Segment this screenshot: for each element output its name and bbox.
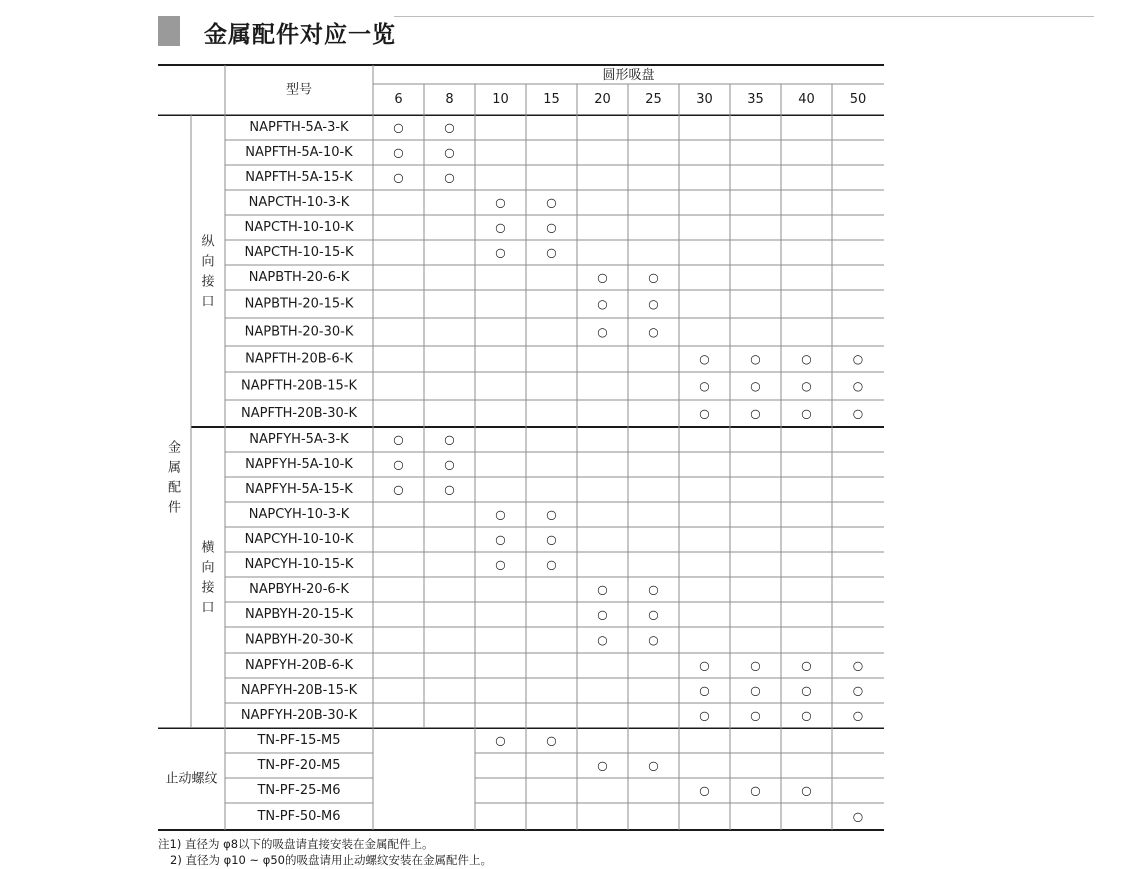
model-cell: TN-PF-20-M5 <box>257 758 341 773</box>
group-label-metal-fitting: 金 <box>167 440 182 456</box>
compatible-mark: ○ <box>495 733 506 748</box>
footnotes <box>158 836 492 868</box>
size-header-50: 50 <box>849 92 867 107</box>
model-cell: NAPCYH-10-10-K <box>244 532 354 547</box>
compatible-mark: ○ <box>852 708 864 723</box>
compatible-mark: ○ <box>852 683 864 698</box>
compatible-mark: ○ <box>750 783 761 798</box>
group-label-metal-fitting: 配 <box>167 480 182 496</box>
model-cell: NAPBYH-20-30-K <box>244 632 354 648</box>
model-cell: NAPBYH-20-6-K <box>249 582 349 597</box>
compatible-mark: ○ <box>495 557 506 572</box>
compatible-mark: ○ <box>750 683 761 698</box>
compatible-mark: ○ <box>393 457 404 472</box>
model-cell: NAPCYH-10-15-K <box>244 557 354 572</box>
subgroup-label-horizontal: 横 <box>201 540 215 556</box>
size-header-40: 40 <box>798 92 815 107</box>
compatible-mark: ○ <box>750 708 761 723</box>
compatible-mark: ○ <box>393 145 404 160</box>
compatible-mark: ○ <box>444 170 455 185</box>
compatible-mark: ○ <box>393 170 404 185</box>
compatible-mark: ○ <box>801 406 812 421</box>
subgroup-label-horizontal: 口 <box>201 600 215 616</box>
size-header-35: 35 <box>747 92 764 107</box>
subgroup-label-horizontal: 向 <box>201 560 215 576</box>
compatible-mark: ○ <box>393 482 404 497</box>
compatible-mark: ○ <box>444 457 455 472</box>
model-cell: NAPFYH-20B-30-K <box>240 708 358 723</box>
group-label-metal-fitting: 件 <box>167 500 182 516</box>
model-cell: NAPCTH-10-10-K <box>244 220 354 235</box>
model-cell: NAPFTH-5A-15-K <box>245 170 353 185</box>
model-cell: NAPFTH-20B-15-K <box>240 378 358 394</box>
compatible-mark: ○ <box>648 297 659 311</box>
compatible-mark: ○ <box>444 120 455 135</box>
compatible-mark: ○ <box>546 532 557 547</box>
model-cell: NAPFYH-20B-15-K <box>240 683 358 698</box>
compatible-mark: ○ <box>393 432 404 447</box>
compatible-mark: ○ <box>597 297 608 311</box>
compatible-mark: ○ <box>648 758 659 773</box>
compatible-mark: ○ <box>393 120 404 135</box>
subgroup-label-vertical: 纵 <box>201 234 215 250</box>
compatible-mark: ○ <box>801 708 812 723</box>
compatible-mark: ○ <box>750 352 761 366</box>
compatible-mark: ○ <box>495 220 506 235</box>
compatible-mark: ○ <box>801 352 812 366</box>
model-header: 型号 <box>285 82 313 98</box>
size-header-25: 25 <box>645 92 662 107</box>
model-cell: TN-PF-50-M6 <box>257 809 341 824</box>
compatible-mark: ○ <box>648 607 659 622</box>
compatible-mark: ○ <box>597 582 608 597</box>
compatible-mark: ○ <box>750 658 761 673</box>
compatible-mark: ○ <box>801 683 812 698</box>
size-header-20: 20 <box>594 92 611 107</box>
model-cell: NAPFYH-20B-6-K <box>245 658 353 673</box>
compatible-mark: ○ <box>852 352 864 366</box>
group-label-metal-fitting: 属 <box>167 460 182 476</box>
compatible-mark: ○ <box>495 195 506 210</box>
model-cell: TN-PF-25-M6 <box>257 783 341 798</box>
cup-group-header: 圆形吸盘 <box>602 68 655 83</box>
compatible-mark: ○ <box>597 270 608 285</box>
compatible-mark: ○ <box>852 379 864 393</box>
footnote-1: 注1) 直径为 φ8以下的吸盘请直接安装在金属配件上。 <box>158 837 434 851</box>
compatible-mark: ○ <box>852 809 864 824</box>
size-header-15: 15 <box>543 92 560 107</box>
header-rule <box>394 16 1094 17</box>
model-cell: NAPFYH-5A-10-K <box>245 457 353 472</box>
model-cell: TN-PF-15-M5 <box>257 733 341 748</box>
size-header-30: 30 <box>696 92 713 107</box>
compatible-mark: ○ <box>597 607 608 622</box>
model-cell: NAPCYH-10-3-K <box>248 507 350 522</box>
subgroup-label-vertical: 口 <box>201 294 215 310</box>
compatible-mark: ○ <box>648 325 659 339</box>
compatible-mark: ○ <box>750 406 761 421</box>
model-cell: NAPFYH-5A-15-K <box>245 482 353 497</box>
page-title: 金属配件对应一览 <box>204 22 396 48</box>
compatible-mark: ○ <box>699 783 710 798</box>
model-cell: NAPFTH-5A-10-K <box>245 145 353 160</box>
compatible-mark: ○ <box>699 708 710 723</box>
group-label-stop-thread: 止动螺纹 <box>165 771 218 787</box>
model-cell: NAPBTH-20-6-K <box>248 270 350 285</box>
compatible-mark: ○ <box>444 482 455 497</box>
subgroup-label-vertical: 向 <box>201 254 215 270</box>
compatible-mark: ○ <box>648 270 659 285</box>
compatible-mark: ○ <box>699 352 710 366</box>
compatibility-table <box>158 64 884 832</box>
page-header <box>158 14 1093 46</box>
model-cell: NAPFYH-5A-3-K <box>249 432 349 447</box>
compatible-mark: ○ <box>750 379 761 393</box>
subgroup-label-horizontal: 接 <box>201 580 215 596</box>
compatible-mark: ○ <box>444 432 455 447</box>
compatible-mark: ○ <box>597 325 608 339</box>
compatible-mark: ○ <box>852 658 864 673</box>
compatible-mark: ○ <box>801 379 812 393</box>
size-header-8: 8 <box>445 92 454 107</box>
compatible-mark: ○ <box>546 507 557 522</box>
size-header-10: 10 <box>492 92 509 107</box>
size-header-6: 6 <box>394 92 403 107</box>
model-cell: NAPBTH-20-15-K <box>244 296 354 312</box>
footnote-2: 2) 直径为 φ10 ~ φ50的吸盘请用止动螺纹安装在金属配件上。 <box>170 853 492 867</box>
table-text <box>165 68 866 824</box>
compatible-mark: ○ <box>546 733 557 748</box>
compatible-mark: ○ <box>546 245 557 260</box>
title-accent-bar <box>158 16 180 46</box>
compatible-mark: ○ <box>699 658 710 673</box>
compatible-mark: ○ <box>597 633 608 647</box>
compatible-mark: ○ <box>597 758 608 773</box>
model-cell: NAPFTH-20B-30-K <box>240 406 358 421</box>
compatible-mark: ○ <box>699 379 710 393</box>
model-cell: NAPFTH-20B-6-K <box>245 351 353 367</box>
model-cell: NAPCTH-10-15-K <box>244 245 354 260</box>
model-cell: NAPBYH-20-15-K <box>244 607 354 622</box>
compatible-mark: ○ <box>495 532 506 547</box>
compatible-mark: ○ <box>648 633 659 647</box>
compatible-mark: ○ <box>852 406 864 421</box>
subgroup-label-vertical: 接 <box>201 274 215 290</box>
compatible-mark: ○ <box>546 220 557 235</box>
compatible-mark: ○ <box>648 582 659 597</box>
compatible-mark: ○ <box>546 195 557 210</box>
compatible-mark: ○ <box>699 683 710 698</box>
compatible-mark: ○ <box>444 145 455 160</box>
compatible-mark: ○ <box>801 783 812 798</box>
compatible-mark: ○ <box>495 245 506 260</box>
compatible-mark: ○ <box>699 406 710 421</box>
model-cell: NAPFTH-5A-3-K <box>249 120 349 135</box>
compatible-mark: ○ <box>801 658 812 673</box>
compatible-mark: ○ <box>546 557 557 572</box>
compatible-mark: ○ <box>495 507 506 522</box>
model-cell: NAPBTH-20-30-K <box>244 324 354 340</box>
model-cell: NAPCTH-10-3-K <box>248 195 350 210</box>
